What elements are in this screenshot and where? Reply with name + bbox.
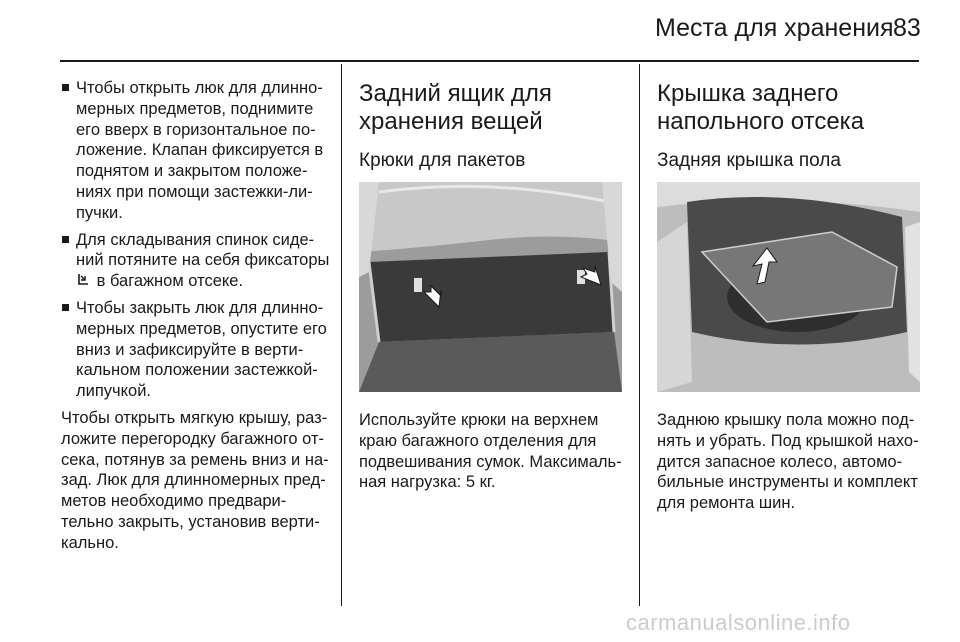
photo-caption: Заднюю крышку пола можно под-нять и убрать. Под крышкой нахо-дится запасное колесо, автомо-бильные инструменты и комплект для ремонта шин. <box>657 411 919 513</box>
bullet-item <box>61 230 333 292</box>
column-2 <box>359 78 622 493</box>
column-divider-right <box>639 64 640 606</box>
watermark: carmanualsonline.info <box>626 610 851 635</box>
floor-cover-photo <box>657 182 920 392</box>
subsection-title: Крюки для пакетов <box>359 150 526 171</box>
page-header-title: Места для хранения <box>655 14 894 42</box>
section-title: Крышка заднего напольного отсека <box>657 80 865 135</box>
bullet-item: Чтобы закрыть люк для длинно-мерных предметов, опустите его вниз и зафиксируйте в верти-кальном положении застежкой-липучкой. <box>61 298 333 402</box>
seat-fold-icon <box>76 272 92 288</box>
header-rule <box>60 60 919 62</box>
photo-caption: Используйте крюки на верхнем краю багажного отделения для подвешивания сумок. Максималь-ная нагрузка: 5 кг. <box>359 411 622 492</box>
section-title: Задний ящик для хранения вещей <box>359 80 552 135</box>
bullet-text-tail: в багажном отсеке. <box>96 272 244 291</box>
column-3 <box>657 78 920 514</box>
bullet-text: Для складывания спинок сиде-ний потяните на себя фиксаторы <box>76 230 330 270</box>
trunk-hooks-photo <box>359 182 622 392</box>
column-divider-left <box>341 64 342 606</box>
column-1 <box>61 78 333 554</box>
bullet-item: Чтобы открыть люк для длинно-мерных предметов, поднимите его вверх в горизонтальное по-ложение. Клапан фиксируется в поднятом и закрытом положе-ниях при помощи застежки-ли-пучки. <box>61 78 333 224</box>
page-number: 83 <box>893 14 921 42</box>
body-paragraph: Чтобы открыть мягкую крышу, раз-ложите перегородку багажного от-сека, потянув за ремень вниз и на-зад. Люк для длинномерных пред-метов необходимо предвари-тельно закрыть, установив верти-кально. <box>61 408 329 552</box>
subsection-title: Задняя крышка пола <box>657 150 841 171</box>
